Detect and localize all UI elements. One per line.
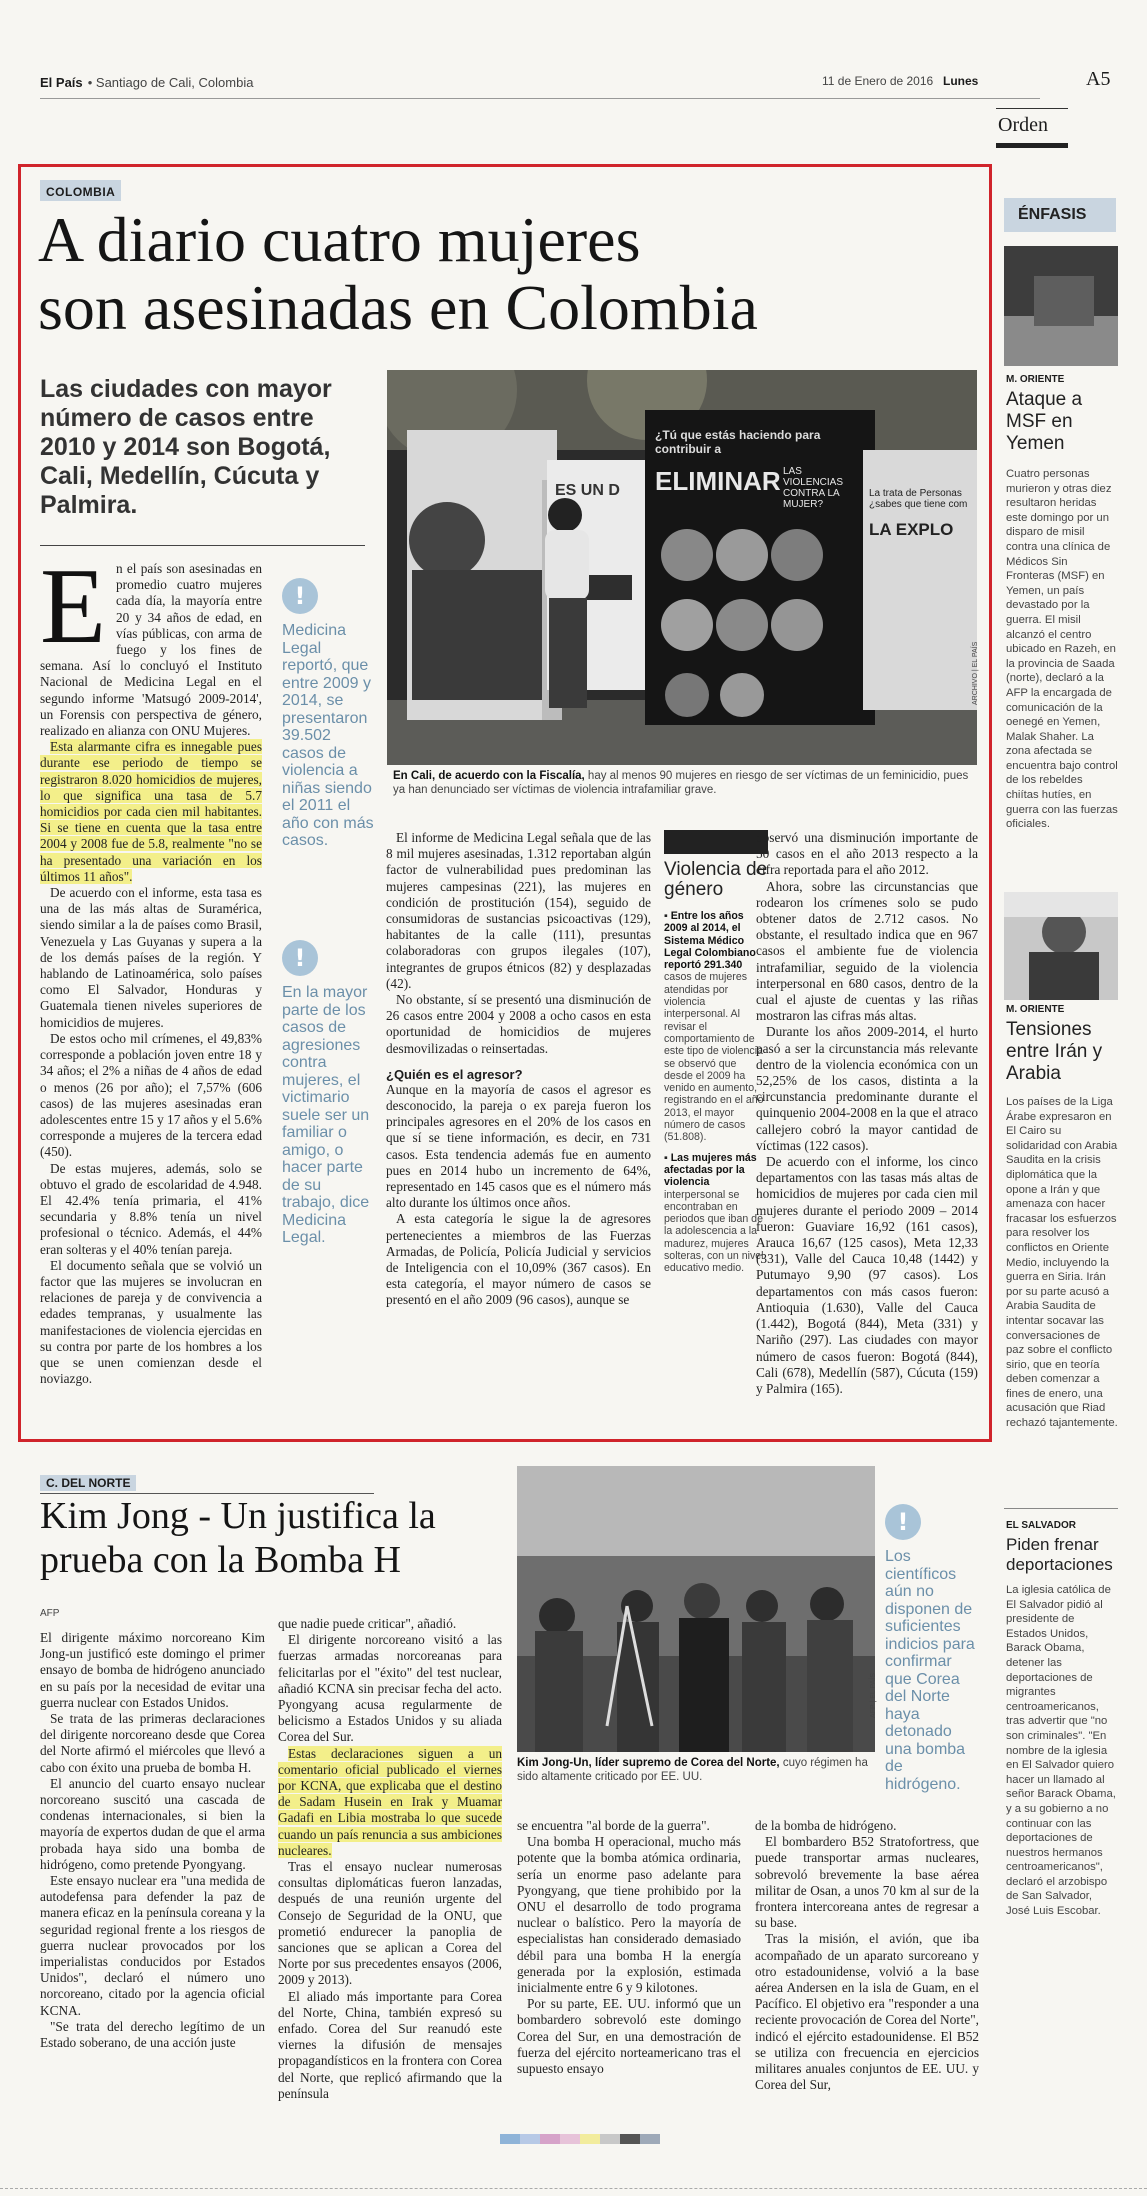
kim-headline (40, 1494, 510, 1582)
kim-c3-para-3: Por su parte, EE. UU. informó que un bombardero sobrevoló este domingo Corea del Sur, en una demostración de fuerza del ejército norteamericano tras el supuesto ensayo (517, 1996, 741, 2077)
kim-headline-line-2: prueba con la Bomba H (40, 1539, 401, 1581)
main-para-1: n el país son asesinadas en promedio cuatro mujeres cada día, la mayoría entre 20 y 34 años de edad, en vías públicas, con arma de fuego y los fines de semana. Así lo concluyó el Instituto Nacional de Medicina Legal en el segundo informe 'Matsugó 2009-2014', un Forensis con perspectiva de género, realizado en alianza con ONU Mujeres. (40, 561, 262, 739)
box-bullet-2-text: interpersonal se encontraban en periodos que iban de la adolescencia a la madurez, mujeres solteras, con un nivel educativo medio. (664, 1188, 764, 1275)
kim-tag-label: C. DEL NORTE (40, 1475, 136, 1491)
sidebar-title-bar (1004, 198, 1116, 232)
kim-c4-para-1: de la bomba de hidrógeno. (755, 1818, 897, 1833)
kim-c1-para-4: Este ensayo nuclear era "una medida de autodefensa para defender la paz de manera eficaz en la península coreana y la seguridad regional frente a los riesgos de guerra nuclear provocados por los imperialistas conducidos por Estados Unidos", declaró el número uno norcoreano, citado por la agencia oficial KCNA. (40, 1873, 265, 2018)
gender-violence-box (664, 830, 768, 1275)
bottom-cut-line (0, 2188, 1147, 2189)
sidebar-item-3 (1006, 1520, 1118, 1919)
kim-headline-line-1: Kim Jong - Un justifica la (40, 1495, 436, 1537)
sidebar-divider (1004, 1508, 1118, 1509)
sidebar-title: ÉNFASIS (1018, 206, 1087, 223)
kim-c4-para-3: Tras la misión, el avión, que iba acompañado de un aparato surcoreano y otro estadounidense, volvió a la base aérea Andersen en la isla de Guam, en el Pacífico. El objetivo era "responder a una reciente provocación de Corea del Norte", indicó el ejército estadounidense. El B52 se utiliza con frecuencia en ejercicios militares anuales conjuntos de EE. UU. y Corea del Sur, (755, 1931, 979, 2093)
tag-label: COLOMBIA (46, 185, 116, 199)
kim-c2-para-3 (278, 1746, 502, 1859)
sidebar-headline-2: Tensiones entre Irán y Arabia (1006, 1019, 1103, 1084)
main-story-tag (40, 180, 121, 201)
kim-c1-para-3: El anuncio del cuarto ensayo nuclear norcoreano suscitó una cascada de condenas internacionales, si bien la mayoría de expertos dudan de que el arma probada haya sido una bomba de hidrógeno, como pretende Pyongyang. (40, 1775, 265, 1872)
issue-weekday: Lunes (943, 74, 979, 88)
sidebar-text-1: Cuatro personas murieron y otras diez resultaron heridas este domingo por un disparo de misil contra una clínica de Médicos Sin Fronteras (MSF) en Yemen, un país devastado por la guerra. El misil alcanzó el centro ubicado en Razeh, en la provincia de Saada (norte), declaró a la AFP la encargada de comunicación de la oenegé en Yemen, Malak Shaher. La zona afectada se encuentra bajo control de los rebeldes chiítas hutíes, en guerra con las fuerzas oficiales. (1006, 468, 1118, 831)
sidebar-photo-1-image (1004, 246, 1118, 366)
section-label: Orden (998, 114, 1048, 136)
main-para-5: De estas mujeres, además, solo se obtuvo el grado de escolaridad de 4.948. El 42.4% tenía primaria, el 41% secundaria y 8.8% tenía un nivel profesional o técnico. Además, el 44% eran solteras y el 40% tenían pareja. (40, 1160, 262, 1257)
pull-quote-2: En la mayor parte de los casos de agresiones contra mujeres, el victimario suele ser un familiar o amigo, o hacer parte de su trabajo, dice Medicina Legal. (282, 984, 370, 1246)
sidebar-kicker-3: EL SALVADOR (1006, 1520, 1077, 1531)
exclamation-icon: ! (885, 1504, 921, 1540)
col2-para-4: A esta categoría le sigue la de agresores pertenecientes a miembros de las Fuerzas Armadas, de Policía, Policía Judicial y servicios de Inteligencia con el 10,09% (367 casos). En esta categoría, el mayor número de casos se presentó en el año 2009 (96 casos), aunque se (386, 1211, 651, 1308)
col3-para-2: Ahora, sobre las circunstancias que rodearon los crímenes solo se pudo obtener datos de 2.712 casos. No obstante, el resultado indica que en 967 casos el ambiente fue de violencia intrafamiliar, seguido de la violencia interpersonal en 680 casos, dentro de la cual el ajuste de cuentas y las riñas mostraron las cifras más altas. (756, 878, 978, 1024)
paper-name: El País (40, 75, 83, 90)
main-photo (387, 370, 977, 765)
sidebar-kicker-1: M. ORIENTE (1006, 374, 1065, 385)
kim-photo-caption (517, 1756, 875, 1784)
kim-caption-rest: cuyo régimen ha sido altamente criticado por EE. UU. (517, 1757, 868, 1783)
kim-c2-para-2: El dirigente norcoreano visitó a las fuerzas armadas norcoreanas para felicitarlas por el "éxito" del test nuclear, añadió KCNA sin precisar fecha del acto. Pyongyang acusa regularmente de belicismo a Estados Unidos y su aliada Corea del Sur. (278, 1632, 502, 1745)
kim-c1-para-5: "Se trata del derecho legítimo de un Estado soberano, de una acción juste (40, 2018, 265, 2051)
sidebar-headline-3: Piden frenar deportaciones (1006, 1535, 1113, 1574)
kim-pull-quote: Los científicos aún no disponen de suficientes indicios para confirmar que Corea del Norte haya detonado una bomba de hidrógeno. (885, 1548, 975, 1793)
kim-photo-credit: AFP | EL PAÍS (870, 1673, 877, 1718)
box-bullet-2: ▪ Las mujeres más afectadas por la violencia interpersonal se encontraban en periodos que iban de la adolescencia a la madurez, mujeres solteras, con un nivel educativo medio. (664, 1151, 764, 1275)
highlighted-text: Esta alarmante cifra es innegable pues durante ese periodo de tiempo se registraron 8.020 homicidios de mujeres, lo que significa una tasa de 5.7 homicidios por cada cien mil habitantes. Si se tiene en cuenta que la tasa entre 2004 y 2008 fue de 5.8, realmente "no se ha presentado una variación en los últimos 11 años". (40, 739, 262, 884)
color-registration-bar (500, 2134, 660, 2144)
kim-c1-para-2: Se trata de las primeras declaraciones del dirigente norcoreano desde que Corea del Norte afirmó el miércoles que llevó a cabo con éxito una prueba de bomba H. (40, 1711, 265, 1775)
kim-c2-para-5: El aliado más importante para Corea del Norte, China, también expresó su enfado. Corea del Sur reanudó este viernes la difusión de mensajes propagandísticos en la frontera con Corea del Norte, que replicó afirmando que la península (278, 1988, 502, 2101)
kim-col-1 (40, 1630, 265, 2051)
headline-line-2: son asesinadas en Colombia (38, 272, 758, 343)
page-number: A5 (1086, 68, 1111, 90)
caption-bold: En Cali, de acuerdo con la Fiscalía, (393, 770, 585, 782)
kim-photo-image (517, 1466, 875, 1752)
exclamation-icon: ! (282, 578, 318, 614)
col2-para-2: No obstante, sí se presentó una disminución de 26 casos entre 2004 y 2008 a ocho casos en esta oportunidad de homicidios de mujeres desmovilizadas o reinsertadas. (386, 992, 651, 1056)
sidebar-photo-2 (1004, 892, 1118, 1000)
sidebar-text-3: La iglesia católica de El Salvador pidió al presidente de Estados Unidos, Barack Obama, detener las deportaciones de migrantes centroamericanos, tras advertir que "no son criminales". "En nombre de la iglesia en El Salvador quiero hacer un llamado al señor Barack Obama, y a su gobierno a no continuar con las deportaciones de nuestros hermanos centroamericanos", declaró el arzobispo de San Salvador, José Luis Escobar. (1006, 1584, 1116, 1918)
sidebar-text-2: Los países de la Liga Árabe expresaron en El Cairo su solidaridad con Arabia Saudita en la crisis diplomática que la opone a Irán y que amenaza con hacer fracasar los esfuerzos para resolver los conflictos en Oriente Medio, incluyendo la guerra en Siria. Irán por su parte acusó a Arabia Saudita de intentar socavar las conversaciones de paz sobre el conflicto sirio, que en teoría deben comenzar a fines de enero, una acusación que Riad rechazó tajantemente. (1006, 1096, 1118, 1430)
box-bullet-2-bold: Las mujeres más afectadas por la violencia (664, 1151, 757, 1189)
dropcap (40, 547, 112, 666)
main-col-1 (40, 547, 262, 1387)
pull-quote-1: Medicina Legal reportó, que entre 2009 y 2014, se presentaron 39.502 casos de violencia a niñas siendo el 2011 el año con más casos. (282, 622, 374, 849)
sidebar-photo-2-image (1004, 892, 1118, 1000)
col2-para-1: El informe de Medicina Legal señala que de las 8 mil mujeres asesinadas, 1.312 reportaban algún factor de vulnerabilidad pues predominan las mujeres campesinas (221), las mujeres en condición de prostitución (154), seguido de consumidoras de sustancias psicoactivas (129), habitantes de la calle (111), presuntas colaboradoras con grupos ilegales (107), integrantes de grupos étnicos (82) y desplazadas (42). (386, 830, 651, 991)
sidebar-item-2 (1006, 1004, 1118, 1431)
box-bullet-1-bold: Entre los años 2009 al 2014, el Sistema Médico Legal Colombiano reportó 291.340 (664, 910, 756, 972)
paper-location: • Santiago de Cali, Colombia (87, 75, 254, 90)
sign-violencias: LAS VIOLENCIAS CONTRA LA MUJER? (783, 466, 844, 510)
sign-es-un: ES UN D (555, 482, 620, 499)
sign-trata: La trata de Personas ¿sabes que tiene com (869, 488, 968, 510)
kim-c1-para-1: El dirigente máximo norcoreano Kim Jong-un justificó este domingo el primer ensayo de bomba de hidrógeno anunciado en su país por la necesidad de evitar una guerra nuclear con Estados Unidos. (40, 1630, 265, 1710)
issue-date: 11 de Enero de 2016 (822, 74, 934, 88)
section-tab (996, 108, 1068, 148)
main-photo-caption (393, 769, 973, 797)
box-title: Violencia de género (664, 859, 768, 900)
box-bullet-1: ▪ Entre los años 2009 al 2014, el Sistema Médico Legal Colombiano reportó 291.340 casos de mujeres atendidas por violencia interpersonal. Al revisar el comportamiento de este tipo de violencia se observó que desde el 2009 ha venido en aumento, registrando en el año 2013, el mayor número de casos (51.808). (664, 910, 764, 1144)
sidebar-headline-1: Ataque a MSF en Yemen (1006, 389, 1083, 454)
col3-para-4: De acuerdo con el informe, los cinco departamentos con las tasas más altas de homicidios de mujeres por cada cien mil mujeres durante el periodo 2009 – 2014 fueron: Guaviare 16,92 (161 casos), Arauca 16,67 (125 casos), Meta 12,33 (331), Valle del Cauca 10,48 (1442) y Putumayo 9,90 (97 casos). Los departamentos con más casos fueron: Antioquia (1.630), Valle del Cauca (1.442), Bogotá (844), Meta (331) y Nariño (297). Las ciudades con mayor número de casos fueron: Bogotá (844), Cali (678), Medellín (587), Cúcuta (159) y Palmira (165). (756, 1154, 978, 1396)
col2-subhead: ¿Quién es el agresor? (386, 1066, 523, 1082)
kim-photo (517, 1466, 875, 1752)
kim-col-3 (517, 1818, 741, 2077)
kim-col-2 (278, 1616, 502, 2102)
kim-col-4 (755, 1818, 979, 2093)
kim-highlighted-text: Estas declaraciones siguen a un comentario oficial publicado el viernes por KCNA, que explicaba que el destino de Sadam Husein en Irak y Muamar Gadafi en Libia mostraba lo que sucede cuando un país renuncia a sus ambiciones nucleares. (278, 1745, 502, 1858)
kim-c3-para-1: se encuentra "al borde de la guerra". (517, 1818, 710, 1833)
main-deck: Las ciudades con mayor número de casos entre 2010 y 2014 son Bogotá, Cali, Medellín, Cúcuta y Palmira. (40, 375, 332, 519)
main-para-3: De acuerdo con el informe, esta tasa es una de las más altas de Suramérica, siendo similar a la de países como Brasil, Venezuela y Las Guyanas y supera a la de los demás países de la región. Y hablando de Latinoamérica, solo países como El Salvador, Honduras y Guatemala tienen niveles superiores de homicidios de mujeres. (40, 885, 262, 1030)
main-para-6: El documento señala que se volvió un factor que las mujeres se involucran en relaciones de pareja y de convivencia a edades tempranas, y usualmente las manifestaciones de violencia ejercidas en su contra por parte de los hombres a los que se unen comienzan desde el noviazgo. (40, 1257, 262, 1387)
main-para-4: De estos ocho mil crímenes, el 49,83% corresponde a población joven entre 18 y 34 años; el 2% a niñas de 4 años de edad o menos (26 por año); el 7,57% (606 casos) de las mujeres asesinadas eran adolescentes entre 15 y 17 años y el 5.6% corresponde a mujeres de la tercera edad (450). (40, 1030, 262, 1160)
deck-rule (40, 545, 365, 546)
kim-story-tag (40, 1472, 374, 1494)
sidebar-item-1 (1006, 374, 1118, 832)
box-bullet-1-text: casos de mujeres atendidas por violencia interpersonal. Al revisar el comportamiento de este tipo de violencia se observó que desde el 2009 ha venido en aumento, registrando en el año 2013, el mayor número de casos (51.808). (664, 971, 764, 1144)
col3-para-3: Durante los años 2009-2014, el hurto pasó a ser la circunstancia más relevante dentro de la violencia económica con un 52,25% de los casos, distinta a la circunstancia predominante durante el quinquenio 2004-2008 en la que el atraco callejero cobró la mayor cantidad de víctimas (122 casos). (756, 1024, 978, 1153)
main-col-3 (756, 830, 978, 1397)
dropcap-letter: E (40, 547, 106, 666)
main-col-2 (386, 830, 651, 1309)
kim-c4-para-2: El bombardero B52 Stratofortress, que puede transportar armas nucleares, sobrevoló brevemente la base aérea militar de Osan, a unos 70 km al sur de la frontera intercoreana antes de regresar a su base. (755, 1834, 979, 1931)
exclamation-icon: ! (282, 940, 318, 976)
kim-c2-para-4: Tras el ensayo nuclear numerosas consultas diplomáticas fueron lanzadas, después de una reunión urgente del Consejo de Seguridad de la ONU, que prometió endurecer la panoplia de sanciones que se aplican a Corea del Norte por sus precedentes ensayos (2006, 2009 y 2013). (278, 1859, 502, 1988)
kim-c3-para-2: Una bomba H operacional, mucho más potente que la bomba atómica ordinaria, sería un enorme paso adelante para Pyongyang, que tiene prohibido por la ONU el desarrollo de todo programa nuclear o balístico. Pero la mayoría de especialistas han considerado demasiado débil para una bomba H la energía generada por la explosión, estimada inicialmente entre 6 y 9 kilotones. (517, 1834, 741, 1996)
main-para-2 (40, 739, 262, 885)
sidebar-photo-1 (1004, 246, 1118, 366)
sidebar-kicker-2: M. ORIENTE (1006, 1004, 1065, 1015)
sign-eliminar: ELIMINAR (655, 466, 781, 496)
header-rule (40, 98, 1040, 99)
sign-question: ¿Tú que estás haciendo para contribuir a (655, 428, 821, 456)
kim-byline: AFP (40, 1608, 60, 1619)
page-header (40, 68, 1120, 96)
main-headline (38, 206, 978, 342)
kim-c2-para-1: que nadie puede criticar", añadió. (278, 1616, 457, 1631)
caption-rest: hay al menos 90 mujeres en riesgo de ser víctimas de un feminicidio, pues ya han denunciado ser víctimas de violencia intrafamiliar grave. (393, 770, 969, 796)
kim-caption-bold: Kim Jong-Un, líder supremo de Corea del Norte, (517, 1757, 780, 1769)
sign-explo: LA EXPLO (869, 520, 954, 539)
col2-para-3: Aunque en la mayoría de casos el agresor es desconocido, la pareja o ex pareja fueron los principales agresores en el 20% de los casos en que sí se tiene información, es decir, en 731 casos. Esta tendencia además fue en aumento pues en 2014 hubo un incremento de 64%, representado en 145 casos que es el número más alto durante los últimos once años. (386, 1081, 651, 1211)
col3-para-1: observó una disminución importante de 50 casos en el año 2013 respecto a la cifra reportada para el año 2012. (756, 830, 978, 878)
main-photo-credit: ARCHIVO | EL PAÍS (972, 641, 979, 705)
headline-line-1: A diario cuatro mujeres (38, 204, 641, 275)
